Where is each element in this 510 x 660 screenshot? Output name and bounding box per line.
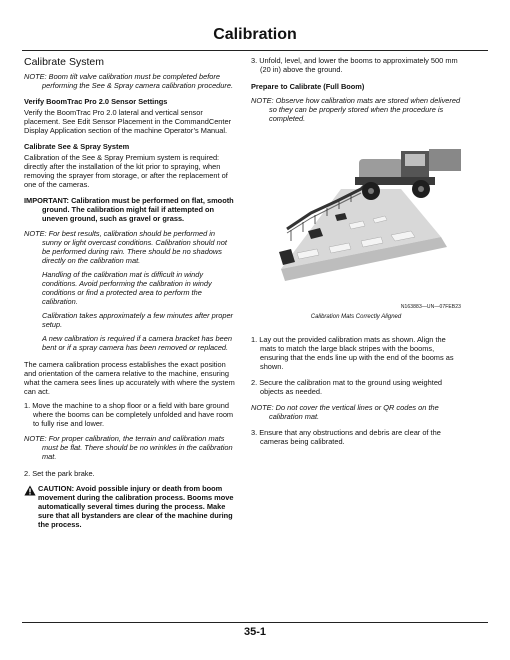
heading-calibrate-system: Calibrate See & Spray System bbox=[24, 142, 130, 151]
paragraph-verify-sensor: Verify the BoomTrac Pro 2.0 lateral and vertical sensor placement. See Edit Sensor Placement in the CommandCenter Display Application section of the machine Operator’s Manual. bbox=[24, 108, 232, 135]
header-rule bbox=[22, 50, 488, 51]
paragraph-calibrate-system: Calibration of the See & Spray Premium system is required: directly after the installation of the kit prior to spraying, when removing the sprayer from storage, or after the replacement of one of the cameras. bbox=[24, 153, 228, 189]
section-title: Calibrate System bbox=[24, 56, 104, 68]
right-step-1-lay-out-mats: 1. Lay out the provided calibration mats as shown. Align the mats to match the large black stripes with the booms, ensuring that the ends line up with the end of the booms as shown. bbox=[251, 335, 454, 371]
page-number: 35-1 bbox=[243, 626, 267, 638]
step-3-unfold-booms: 3. Unfold, level, and lower the booms to approximately 500 mm (20 in) above the ground. bbox=[251, 56, 458, 74]
figure-id: N163883—UN—07FEB23 bbox=[400, 304, 461, 310]
note-tilt-valve: NOTE: Boom tilt valve calibration must be completed before performing the See & Spray camera calibration procedure. bbox=[24, 72, 234, 90]
caution-text: CAUTION: Avoid possible injury or death from boom movement during the calibration process. Booms move automatically several times during the process. Make sure that all bystanders are clear of the machine during the process. bbox=[38, 484, 234, 529]
step-1-move-machine: 1. Move the machine to a shop floor or a field with bare ground where the booms can be completely unfolded and have room to fully rise and lower. bbox=[24, 401, 234, 428]
note-mat-storage: NOTE: Observe how calibration mats are stored when delivered so they can be properly stored when the procedure is completed. bbox=[251, 96, 461, 123]
note-do-not-cover: NOTE: Do not cover the vertical lines or QR codes on the calibration mat. bbox=[251, 403, 439, 421]
figure-calibration-mats bbox=[251, 129, 461, 310]
right-step-2-secure-mat: 2. Secure the calibration mat to the ground using weighted objects as needed. bbox=[251, 378, 443, 396]
important-flat-ground: IMPORTANT: Calibration must be performed on flat, smooth ground. The calibration might fail if attempted on uneven ground, such as gravel or grass. bbox=[24, 196, 234, 223]
caution-block bbox=[24, 484, 235, 529]
warning-triangle-icon bbox=[24, 485, 38, 529]
figure-caption: Calibration Mats Correctly Aligned bbox=[310, 314, 402, 320]
right-step-3-clear-cameras: 3. Ensure that any obstructions and debris are clear of the cameras being calibrated. bbox=[251, 428, 441, 446]
paragraph-process: The camera calibration process establishes the exact position and orientation of the camera relative to the machine, ensuring what the camera sees lines up accurately with where the system can act. bbox=[24, 360, 235, 396]
heading-prepare: Prepare to Calibrate (Full Boom) bbox=[251, 82, 365, 91]
step-2-park-brake: 2. Set the park brake. bbox=[24, 469, 95, 478]
left-column bbox=[24, 56, 235, 529]
footer-rule bbox=[22, 622, 488, 623]
heading-verify-sensor: Verify BoomTrac Pro 2.0 Sensor Settings bbox=[24, 97, 168, 106]
note-conditions: NOTE: For best results, calibration should be performed in sunny or light overcast conditions. Calibration should not be performed during rain. There should be no shadows directly on the calibration mat. bbox=[24, 229, 227, 265]
note-windy: Handling of the calibration mat is difficult in windy conditions. Avoid performing the calibration in windy conditions or find a protected area to perform the calibration. bbox=[42, 270, 212, 306]
note-new-calibration: A new calibration is required if a camera bracket has been bent or if a spray camera has been removed or replaced. bbox=[42, 334, 232, 352]
sprayer-mats-image bbox=[251, 129, 461, 303]
note-terrain: NOTE: For proper calibration, the terrain and calibration mats must be flat. There should be no wrinkles in the calibration mat. bbox=[24, 434, 233, 461]
page-title: Calibration bbox=[213, 26, 297, 43]
note-duration: Calibration takes approximately a few minutes after proper setup. bbox=[42, 311, 234, 329]
right-column bbox=[251, 56, 461, 446]
